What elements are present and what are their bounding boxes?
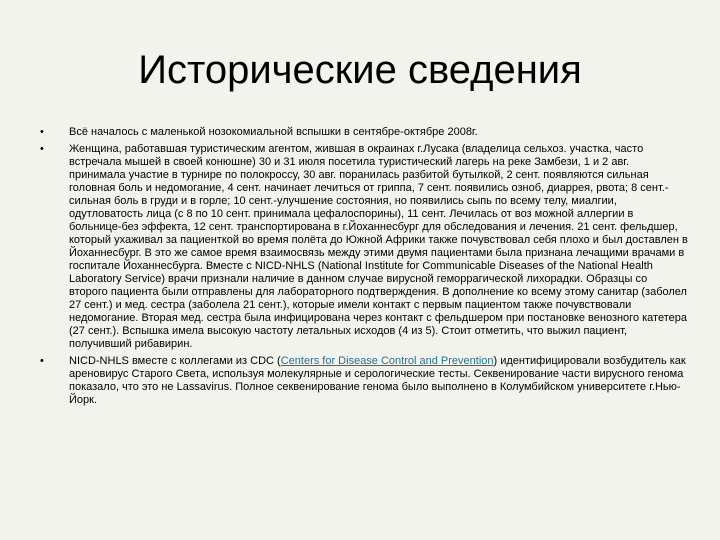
bullet-item-outbreak-start xyxy=(40,126,688,139)
bullet-item-identification xyxy=(40,355,688,407)
bullet-text-before-link: NICD-NHLS вместе с коллегами из CDC ( xyxy=(69,355,281,367)
bullet-text-after-link: ) идентифицировали возбудитель как ареновирус Старого Света, используя молекулярные и серологические тесты. Секвенирование части вирусного генома показало, что это не Lassavirus. Полное секвенирование генома было выполнено в Колумбийском университете г.Нью-Йорк. xyxy=(69,355,686,406)
bullet-icon: • xyxy=(40,143,44,155)
bullet-text: Женщина, работавшая туристическим агентом, жившая в окраинах г.Лусака (владелица сельхоз. участка, часто встречала мышей в своей конюшне) 30 и 31 июля посетила туристический лагерь на реке Замбези, 1 и 2 авг. принимала участие в турнире по полокроссу, 30 авг. поранилась разбитой бутылкой, 2 сент. появляются сильная головная боль и недомогание, 4 сент. начинает лечиться от гриппа, 7 сент. появились озноб, диаррея, рвота; 8 сент.-сильная боль в груди и в горле; 10 сент.-улучшение состояния, но появились сыпь по всему телу, миалгии, одутловатость лица (с 8 по 10 сент. принимала цефалоспорины), 11 сент. Лечилась от воз можной аллергии в больнице-без эффекта, 12 сент. транспортирована в г.Йоханнесбург для обследования и лечения. 21 сент. фельдшер, который ухаживал за пациенткой во время полёта до Южной Африки также почувствовал себя плохо и был доставлен в Йоханнесбург. В это же самое время взаимосвязь между этими двумя пациентами была признана лечащими врачами в госпитале Йоханнесбурга. Вместе с NICD-NHLS (National Institute for Communicable Diseases of the National Health Laboratory Service) врачи признали наличие в данном случае вирусной геморрагической лихорадки. Образцы со второго пациента были отправлены для лабораторного подтверждения. В дополнение ко всему этому санитар (заболел 27 сент.) и мед. сестра (заболела 21 сент.), которые имели контакт с первым пациентом также почувствовали недомогание. Вторая мед. сестра была инфицирована через контакт с фельдшером при постановке венозного катетера (27 сент.). Вспышка имела высокую частоту летальных исходов (4 из 5). Стоит отметить, что выжил пациент, получивший рибавирин. xyxy=(69,143,688,350)
bullet-item-case-history xyxy=(40,143,688,351)
slide-title: Исторические сведения xyxy=(138,48,582,92)
bullet-icon: • xyxy=(40,126,44,138)
bullet-list xyxy=(40,126,688,411)
bullet-icon: • xyxy=(40,355,44,367)
bullet-text: Всё началось с маленькой нозокомиальной вспышки в сентябре-октябре 2008г. xyxy=(69,126,478,138)
cdc-link[interactable]: Centers for Disease Control and Prevention xyxy=(280,355,494,367)
